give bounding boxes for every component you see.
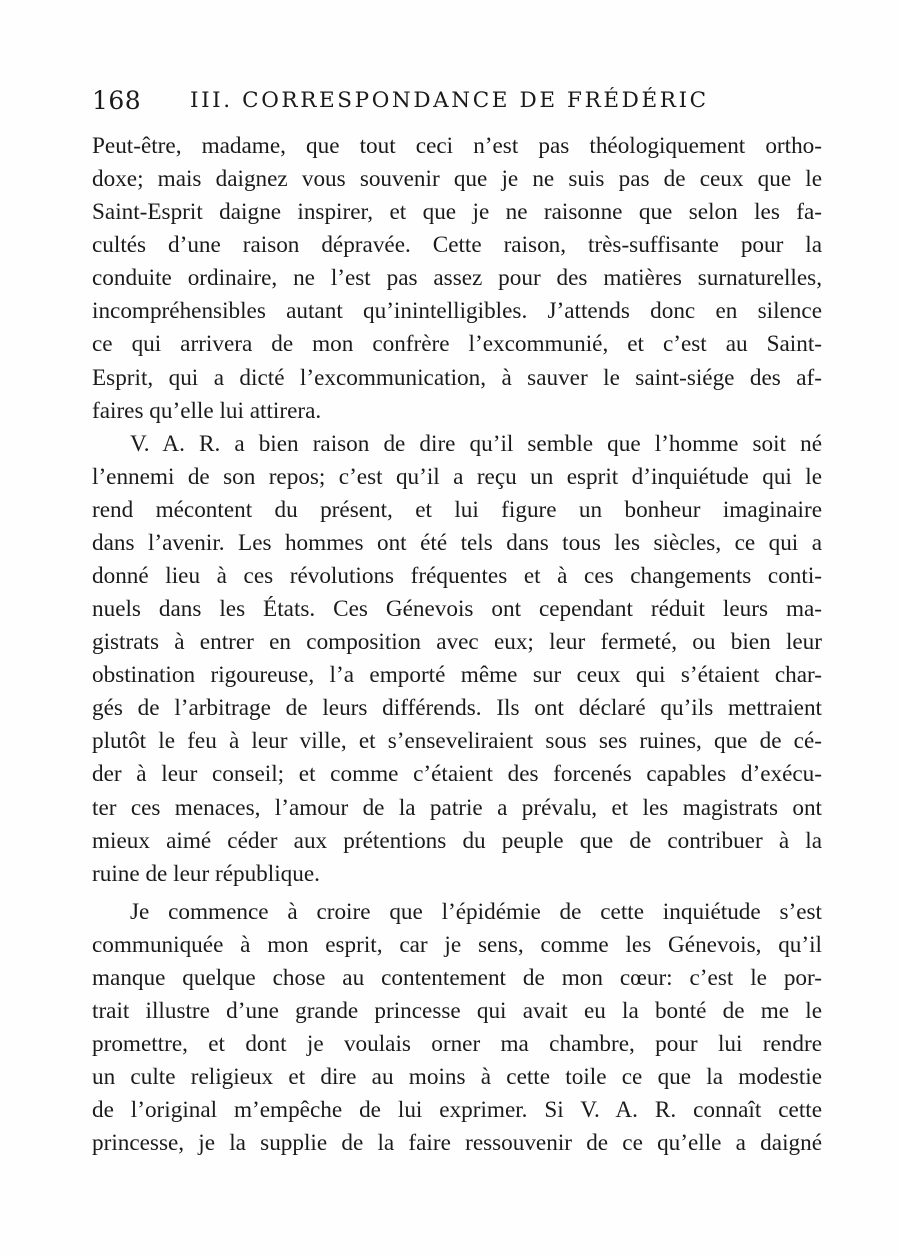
page-number: 168 [92,86,142,115]
text-line: l’ennemi de son repos; c’est qu’il a reçu un esprit d’inquiétude qui le [92,463,822,490]
text-line: trait illustre d’une grande princesse qui avait eu la bonté de me le [92,998,822,1025]
text-line: ce qui arrivera de mon confrère l’excommunié, et c’est au Saint- [92,331,822,358]
text-line: de l’original m’empêche de lui exprimer. Si V. A. R. connaît cette [92,1097,822,1124]
text-line: conduite ordinaire, ne l’est pas assez pour des matières surnaturelles, [92,265,822,292]
running-head [92,86,822,120]
text-line: nuels dans les États. Ces Génevois ont cependant réduit leurs ma- [92,596,822,623]
text-line: doxe; mais daignez vous souvenir que je ne suis pas de ceux que le [92,166,822,193]
text-line: faires qu’elle lui attirera. [92,397,322,424]
text-line: rend mécontent du présent, et lui figure un bonheur imaginaire [92,496,822,523]
text-line: communiquée à mon esprit, car je sens, comme les Génevois, qu’il [92,931,822,958]
text-line: plutôt le feu à leur ville, et s’enseveliraient sous ses ruines, que de cé- [92,728,822,755]
paragraph-first-line: V. A. R. a bien raison de dire qu’il semble que l’homme soit né [130,430,822,457]
text-line: manque quelque chose au contentement de mon cœur: c’est le por- [92,964,822,991]
paragraph-first-line: Je commence à croire que l’épidémie de cette inquiétude s’est [130,898,822,925]
text-line: princesse, je la supplie de la faire ressouvenir de ce qu’elle a daigné [92,1130,822,1157]
text-line: gistrats à entrer en composition avec eux; leur fermeté, ou bien leur [92,629,822,656]
text-line: ruine de leur république. [92,860,320,887]
text-line: donné lieu à ces révolutions fréquentes et à ces changements conti- [92,563,822,590]
text-line: incompréhensibles autant qu’inintelligibles. J’attends donc en silence [92,298,822,325]
text-line: ter ces menaces, l’amour de la patrie a prévalu, et les magistrats ont [92,794,822,821]
text-line: promettre, et dont je voulais orner ma chambre, pour lui rendre [92,1031,822,1058]
running-title: III. CORRESPONDANCE DE FRÉDÉRIC [190,88,709,113]
text-line: obstination rigoureuse, l’a emporté même sur ceux qui s’étaient char- [92,662,822,689]
text-line: Peut-être, madame, que tout ceci n’est pas théologiquement ortho- [92,133,822,159]
body-text [92,130,822,1160]
text-line: dans l’avenir. Les hommes ont été tels dans tous les siècles, ce qui a [92,529,822,556]
text-line: Esprit, qui a dicté l’excommunication, à sauver le saint-siége des af- [92,364,822,391]
text-line: gés de l’arbitrage de leurs différends. Ils ont déclaré qu’ils mettraient [92,695,822,722]
text-line: cultés d’une raison dépravée. Cette raison, très-suffisante pour la [92,232,822,259]
text-line: Saint-Esprit daigne inspirer, et que je ne raisonne que selon les fa- [92,199,822,226]
text-line: mieux aimé céder aux prétentions du peuple que de contribuer à la [92,827,822,854]
text-line: der à leur conseil; et comme c’étaient des forcenés capables d’exécu- [92,761,822,788]
text-line: un culte religieux et dire au moins à cette toile ce que la modestie [92,1064,822,1091]
